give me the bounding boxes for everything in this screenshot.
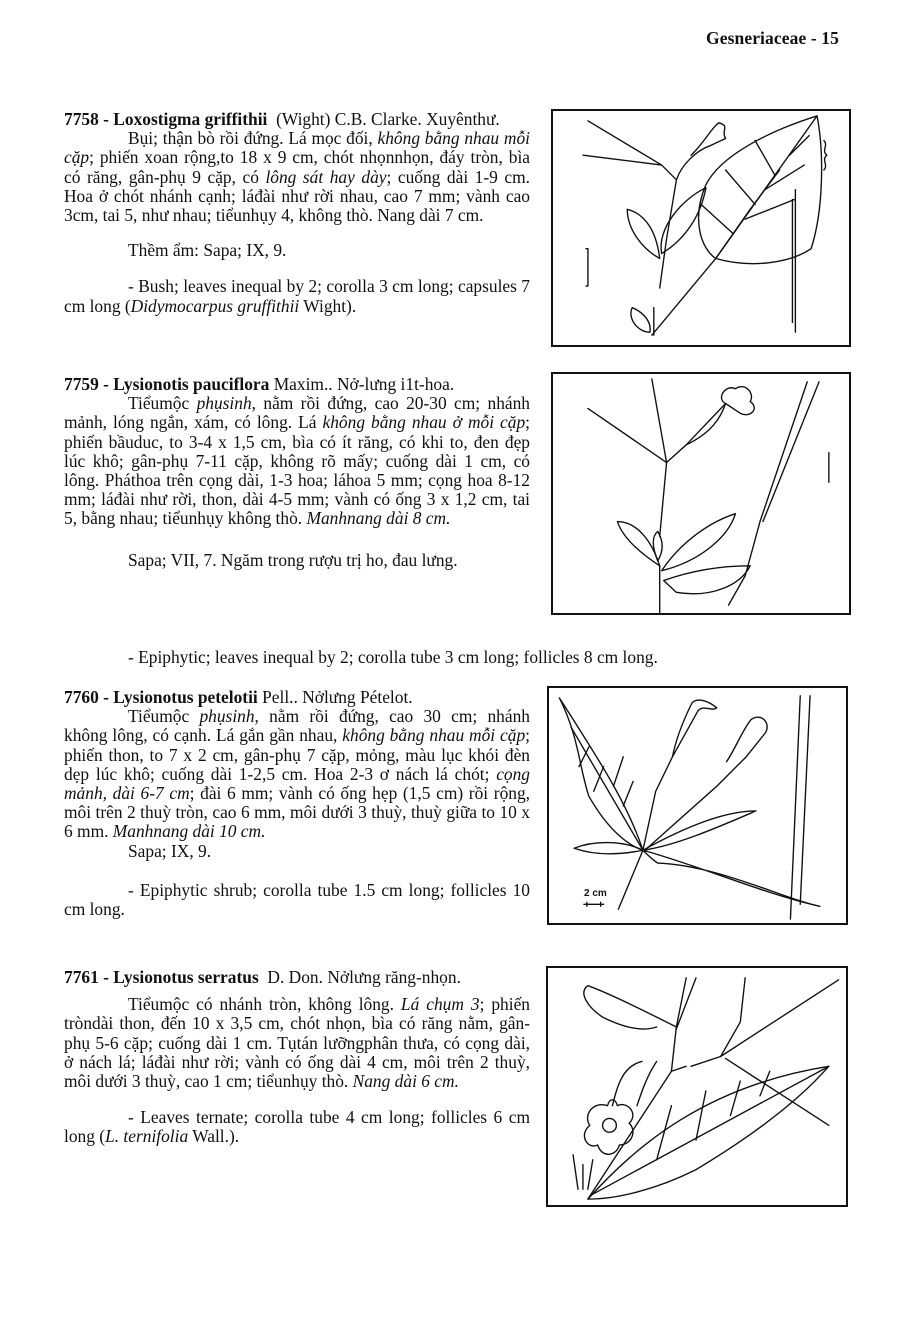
entry-7759 xyxy=(64,375,530,570)
illustration-lysionotus-serratus xyxy=(546,966,848,1207)
entry-number: 7759 xyxy=(64,374,99,394)
species-name: Loxostigma griffithii xyxy=(113,109,268,129)
entry-7761 xyxy=(64,968,530,1147)
description: Tiểumộc phụsinh, nằm rồi đứng, cao 30 cm; nhánh không lông, có cạnh. Lá gắn gần nhau, không bằng nhau mỗi cặp; phiến thon, to 7 x 2 cm, gân-phụ 7 cặp, mỏng, màu lục khói đèn dẹp lúc khô; cuống dài 1-2,5 cm. Hoa 2-3 ơ nách lá chót; cọng mảnh, dài 6-7 cm; đài 6 mm; vành có ống hẹp (1,5 cm) rồi rộng, môi trên 2 thuỳ tròn, cao 6 mm, môi dưới 3 thuỳ, thuỳ giữa to 10 x 6 mm. Manhnang dài 10 cm. xyxy=(64,706,530,842)
habitat: Sapa; IX, 9. xyxy=(128,840,212,861)
description: Tiểumộc phụsinh, nằm rồi đứng, cao 20-30 cm; nhánh mảnh, lóng ngắn, xám, có lông. Lá không bằng nhau ở mỗi cặp; phiến bầuduc, to 3-4 x 1,5 cm, bìa có ít răng, có khi to, đen đẹp lúc khô; gân-phụ 7-11 cặp, không rõ mấy; cuống dài 1 cm, có lông. Pháthoa trên cọng dài, 1-3 hoa; láhoa 5 mm; cọng hoa 8-12 mm; láđài như rời, thon, dài 4-5 mm; vành có ống 3 x 1,2 cm, tai 5, bằng nhau; tiểunhụy không thò. Manhnang dài 8 cm. xyxy=(64,393,531,529)
illustration-loxostigma-griffithii xyxy=(551,109,851,347)
page-number: 15 xyxy=(821,28,839,48)
vernacular-name: Nở-lưng i1t-hoa. xyxy=(337,374,455,394)
vernacular-name: Nởlưng răng-nhọn. xyxy=(327,967,461,987)
habitat: Sapa; VII, 7. Ngăm trong rượu trị ho, đau lưng. xyxy=(128,549,458,570)
scale-bar-label: 2 cm xyxy=(584,888,607,899)
species-name: Lysionotis pauciflora xyxy=(113,374,270,394)
species-name: Lysionotus serratus xyxy=(113,967,259,987)
entry-7758 xyxy=(64,110,530,316)
species-author: (Wight) C.B. Clarke. xyxy=(276,109,422,129)
family-name: Gesneriaceae xyxy=(706,28,807,48)
description: Tiểumộc có nhánh tròn, không lông. Lá chụm 3; phiến tròndài thon, đến 10 x 3,5 cm, chót nhọn, bìa có răng nằm, gân-phụ 5-6 cặp; cuống dài 1 cm. Tụtán lưỡngphân thưa, có cọng dài, ở nách lá; láđài như rời; vành có ống dài 4 cm, môi trên 2 thuỳ, môi dưới 3 thuỳ, cao 1 cm; tiểunhụy thò. Nang dài 6 cm. xyxy=(64,994,530,1092)
entry-7760 xyxy=(64,688,530,919)
entry-heading: 7761 - Lysionotus serratus D. Don. Nởlưng răng-nhọn. xyxy=(64,967,461,987)
illustration-lysionotis-pauciflora xyxy=(551,372,851,615)
running-header xyxy=(706,28,839,49)
species-author: Maxim.. xyxy=(273,374,333,394)
plant-drawing-4 xyxy=(548,968,846,1205)
species-name: Lysionotus petelotii xyxy=(113,687,258,707)
plant-drawing-1 xyxy=(553,111,849,345)
vernacular-name: Xuyênthư. xyxy=(426,109,500,129)
species-author: D. Don. xyxy=(267,967,323,987)
description: Bụi; thận bò rồi đứng. Lá mọc đối, không bằng nhau mỗi cặp; phiến xoan rộng,to 18 x 9 cm, chót nhọnnhọn, đáy tròn, bìa có răng, gân-phụ 9 cặp, có lông sát hay dày; cuống dài 1-9 cm. Hoa ở chót nhánh cạnh; láđài như rời nhau, cao 7 mm; vành cao 3cm, tai 5, như nhau; tiểunhụy 4, không thò. Nang dài 7 cm. xyxy=(64,128,530,226)
entry-number: 7760 xyxy=(64,687,99,707)
species-author: Pell.. xyxy=(262,687,298,707)
entry-number: 7761 xyxy=(64,967,99,987)
entry-heading: 7760 - Lysionotus petelotii Pell.. Nởlưng Pételot. xyxy=(64,687,413,707)
illustration-lysionotus-petelotii xyxy=(547,686,848,925)
english-summary: - Bush; leaves inequal by 2; corolla 3 cm long; capsules 7 cm long (Didymocarpus gruffithii Wight). xyxy=(64,276,530,316)
header-separator: - xyxy=(810,28,817,48)
entry-number: 7758 xyxy=(64,109,99,129)
habitat: Thềm ẩm: Sapa; IX, 9. xyxy=(128,240,287,261)
english-summary-7759: - Epiphytic; leaves inequal by 2; corolla tube 3 cm long; follicles 8 cm long. xyxy=(128,647,658,667)
entry-heading: 7758 - Loxostigma griffithii (Wight) C.B. Clarke. Xuyênthư. xyxy=(64,109,500,129)
entry-heading: 7759 - Lysionotis pauciflora Maxim.. Nở-lưng i1t-hoa. xyxy=(64,374,455,394)
plant-drawing-2 xyxy=(553,374,849,613)
english-summary: - Leaves ternate; corolla tube 4 cm long; follicles 6 cm long (L. ternifolia Wall.). xyxy=(64,1107,530,1147)
english-summary: - Epiphytic shrub; corolla tube 1.5 cm long; follicles 10 cm long. xyxy=(64,879,530,920)
vernacular-name: Nởlưng Pételot. xyxy=(302,687,413,707)
